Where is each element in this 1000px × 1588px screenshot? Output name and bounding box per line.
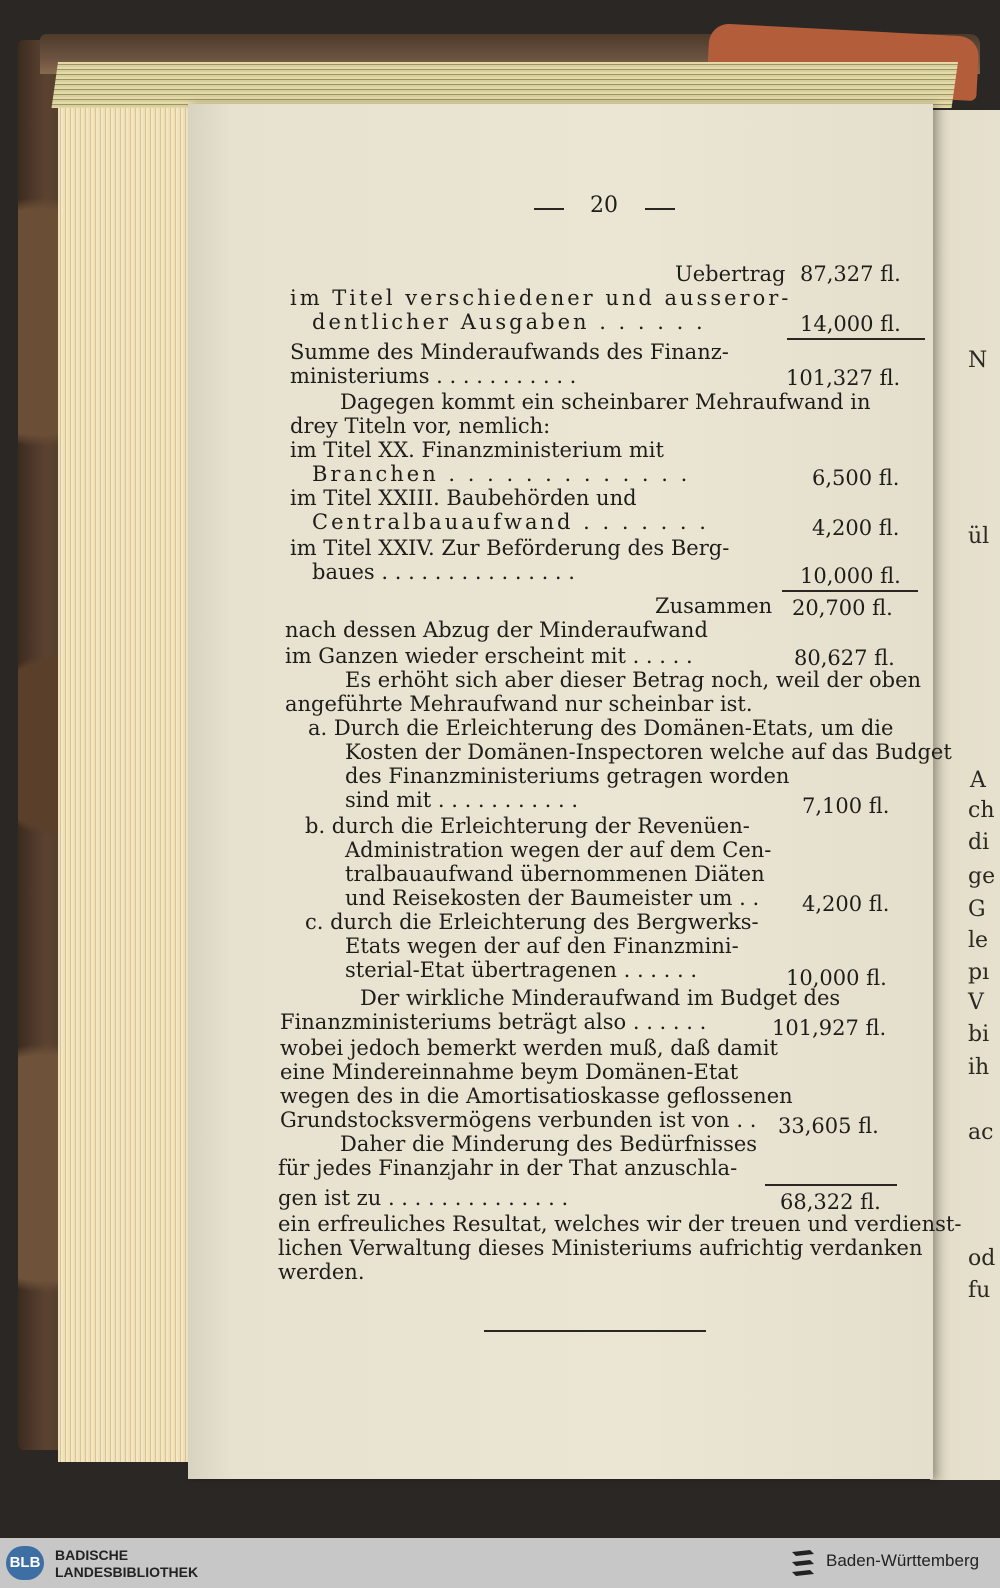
facing-page-glyph: di — [968, 830, 990, 855]
text-line: des Finanzministeriums getragen worden — [345, 764, 790, 788]
text-line: im Ganzen wieder erscheint mit . . . . . — [285, 644, 693, 668]
amount: 101,927 fl. — [772, 1016, 887, 1040]
end-rule — [484, 1330, 706, 1332]
amount: 20,700 fl. — [792, 596, 893, 620]
amount: 33,605 fl. — [778, 1114, 879, 1138]
text-line: Summe des Minderaufwands des Finanz- — [290, 340, 729, 364]
library-name-line2: LANDESBIBLIOTHEK — [55, 1564, 199, 1580]
library-name-line1: BADISCHE — [55, 1547, 129, 1563]
sum-rule — [787, 338, 925, 340]
footer-bar — [0, 1538, 1000, 1588]
amount: 7,100 fl. — [802, 794, 890, 818]
facing-page-glyph: N — [968, 348, 988, 373]
text-line: angeführte Mehraufwand nur scheinbar ist. — [285, 692, 753, 716]
facing-page-glyph: ac — [968, 1120, 994, 1145]
facing-page-glyph: V — [968, 990, 984, 1015]
amount: 68,322 fl. — [780, 1190, 881, 1214]
text-line: eine Mindereinnahme beym Domänen-Etat — [280, 1060, 739, 1084]
text-line: wobei jedoch bemerkt werden muß, daß damit — [280, 1036, 778, 1060]
facing-page-glyph: G — [968, 897, 986, 922]
text-line: dentlicher Ausgaben . . . . . . — [312, 310, 706, 334]
text-line: wegen des in die Amortisatioskasse geflossenen — [280, 1084, 793, 1108]
text-line: Kosten der Domänen-Inspectoren welche auf das Budget — [345, 740, 952, 764]
facing-page-glyph: pı — [968, 960, 990, 985]
text-line: für jedes Finanzjahr in der That anzuschla- — [278, 1156, 738, 1180]
text-line: Dagegen kommt ein scheinbarer Mehraufwand in — [340, 390, 871, 414]
text-line: im Titel XXIV. Zur Beförderung des Berg- — [290, 536, 730, 560]
amount: 14,000 fl. — [800, 312, 901, 336]
text-line: Uebertrag — [675, 262, 786, 286]
page-number-dash-left — [534, 208, 564, 210]
text-line: drey Titeln vor, nemlich: — [290, 414, 551, 438]
facing-page-glyph: fu — [968, 1278, 991, 1303]
lions-crest-icon — [790, 1546, 816, 1580]
text-line: Zusammen — [655, 594, 773, 618]
page-number-dash-right — [645, 208, 675, 210]
text-line: ministeriums . . . . . . . . . . . — [290, 364, 577, 388]
text-line: im Titel XX. Finanzministerium mit — [290, 438, 664, 462]
text-line: tralbauaufwand übernommenen Diäten — [345, 862, 765, 886]
amount: 6,500 fl. — [812, 466, 900, 490]
text-line: Daher die Minderung des Bedürfnisses — [340, 1132, 758, 1156]
blb-logo: BLB — [6, 1546, 44, 1580]
facing-page-glyph: ül — [968, 524, 990, 549]
amount: 101,327 fl. — [786, 366, 901, 390]
text-line: Etats wegen der auf den Finanzmini- — [345, 934, 739, 958]
amount: 80,627 fl. — [794, 646, 895, 670]
facing-page-glyph: ih — [968, 1055, 990, 1080]
text-line: im Titel verschiedener und ausseror- — [290, 286, 792, 310]
text-line: Branchen . . . . . . . . . . . . . — [312, 462, 691, 486]
text-line: c. durch die Erleichterung des Bergwerks- — [305, 910, 759, 934]
text-line: ein erfreuliches Resultat, welches wir der treuen und verdienst- — [278, 1212, 962, 1236]
text-line: Administration wegen der auf dem Cen- — [345, 838, 772, 862]
sum-rule — [782, 590, 918, 592]
facing-page-glyph: ch — [968, 798, 995, 823]
text-line: Der wirkliche Minderaufwand im Budget des — [360, 986, 841, 1010]
page-number: 20 — [590, 193, 618, 218]
text-line: gen ist zu . . . . . . . . . . . . . . — [278, 1186, 569, 1210]
amount: 10,000 fl. — [786, 966, 887, 990]
text-line: werden. — [278, 1260, 365, 1284]
facing-page-glyph: bi — [968, 1022, 990, 1047]
facing-page-glyph: le — [968, 928, 989, 953]
text-line: sterial-Etat übertragenen . . . . . . — [345, 958, 698, 982]
amount: 87,327 fl. — [800, 262, 901, 286]
text-line: b. durch die Erleichterung der Revenüen- — [305, 814, 750, 838]
amount: 10,000 fl. — [800, 564, 901, 588]
text-line: Grundstocksvermögens verbunden ist von . . — [280, 1108, 757, 1132]
amount: 4,200 fl. — [802, 892, 890, 916]
text-line: baues . . . . . . . . . . . . . . . — [312, 560, 575, 584]
facing-page-glyph: od — [968, 1246, 996, 1271]
text-line: im Titel XXIII. Baubehörden und — [290, 486, 637, 510]
text-line: nach dessen Abzug der Minderaufwand — [285, 618, 708, 642]
amount: 4,200 fl. — [812, 516, 900, 540]
text-line: Centralbauaufwand . . . . . . . — [312, 510, 709, 534]
library-name — [55, 1547, 198, 1581]
state-name: Baden-Württemberg — [826, 1551, 980, 1570]
text-line: lichen Verwaltung dieses Ministeriums aufrichtig verdanken — [278, 1236, 923, 1260]
text-line: und Reisekosten der Baumeister um . . — [345, 886, 760, 910]
sum-rule — [765, 1184, 897, 1186]
facing-page-glyph: ge — [968, 864, 996, 889]
text-line: Finanzministeriums beträgt also . . . . . . — [280, 1010, 707, 1034]
text-line: Es erhöht sich aber dieser Betrag noch, weil der oben — [345, 668, 922, 692]
facing-page-glyph: A — [970, 768, 986, 793]
text-line: a. Durch die Erleichterung des Domänen-Etats, um die — [308, 716, 894, 740]
text-line: sind mit . . . . . . . . . . . — [345, 788, 579, 812]
